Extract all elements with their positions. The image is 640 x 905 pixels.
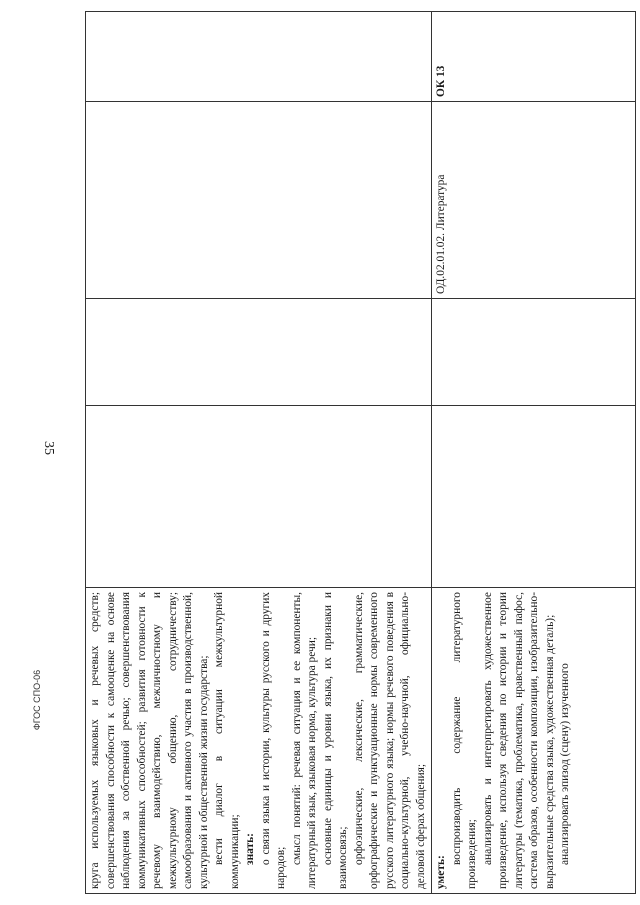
content-cell-row1 [86, 588, 432, 894]
table-row [432, 12, 636, 894]
footer-code [30, 600, 44, 800]
text-paragraph: основные единицы и уровни языка, их признаки и взаимосвязь; [321, 592, 349, 889]
text-paragraph: вести диалог в ситуации межкультурной коммуникации; [213, 592, 241, 889]
text-paragraph: орфоэпические, лексические, грамматические, орфографические и пунктуационные нормы современного русского литературного языка; нормы речевого поведения в социально-культурной, учебно-научной, официально-деловой сферах общения; [352, 592, 427, 889]
discipline-code-cell: ОД.02.01.02. Литература [432, 102, 636, 299]
text-paragraph: анализировать и интерпретировать художественное произведение, используя сведения по истории и теории литературы (тематика, проблематика, нравственный пафос, система образов, особенности композиции, изобразительно-выразительные средства языка, художественная деталь); [481, 592, 556, 889]
table-row [86, 12, 432, 894]
text-paragraph: анализировать эпизод (сцену) изученного [559, 663, 571, 865]
competence-code-cell: ОК 13 [432, 12, 636, 102]
text-paragraph: о связи языка и истории, культуры русского и других народов; [259, 592, 287, 889]
text-paragraph: круга используемых языковых и речевых средств; совершенствования способности к самооценке на основе наблюдения за собственной речью; совершенствования коммуникативных способностей; развития готовности к речевому взаимодействию, межличностному и межкультурному общению, сотрудничеству; самообразования и активного участия в производственной, культурной и общественной жизни государства; [89, 592, 210, 889]
page-number: 35 [41, 441, 56, 455]
empty-cell [86, 12, 432, 102]
rotated-table-wrapper [85, 12, 611, 894]
text-paragraph: воспроизводить содержание литературного произведения; [450, 592, 478, 889]
text-paragraph: смысл понятий: речевая ситуация и ее компоненты, литературный язык, языковая норма, культура речи; [290, 592, 318, 889]
empty-cell [86, 102, 432, 299]
empty-cell [86, 299, 432, 406]
section-heading-can: уметь: [435, 855, 447, 889]
empty-cell [86, 406, 432, 588]
curriculum-table [85, 11, 636, 894]
empty-cell [432, 299, 636, 406]
empty-cell [432, 406, 636, 588]
section-heading-know: знать: [244, 833, 256, 865]
document-page [85, 12, 611, 894]
footer-code-text: ФГОС СПО-06 [32, 669, 42, 731]
content-cell-row2 [432, 588, 636, 894]
